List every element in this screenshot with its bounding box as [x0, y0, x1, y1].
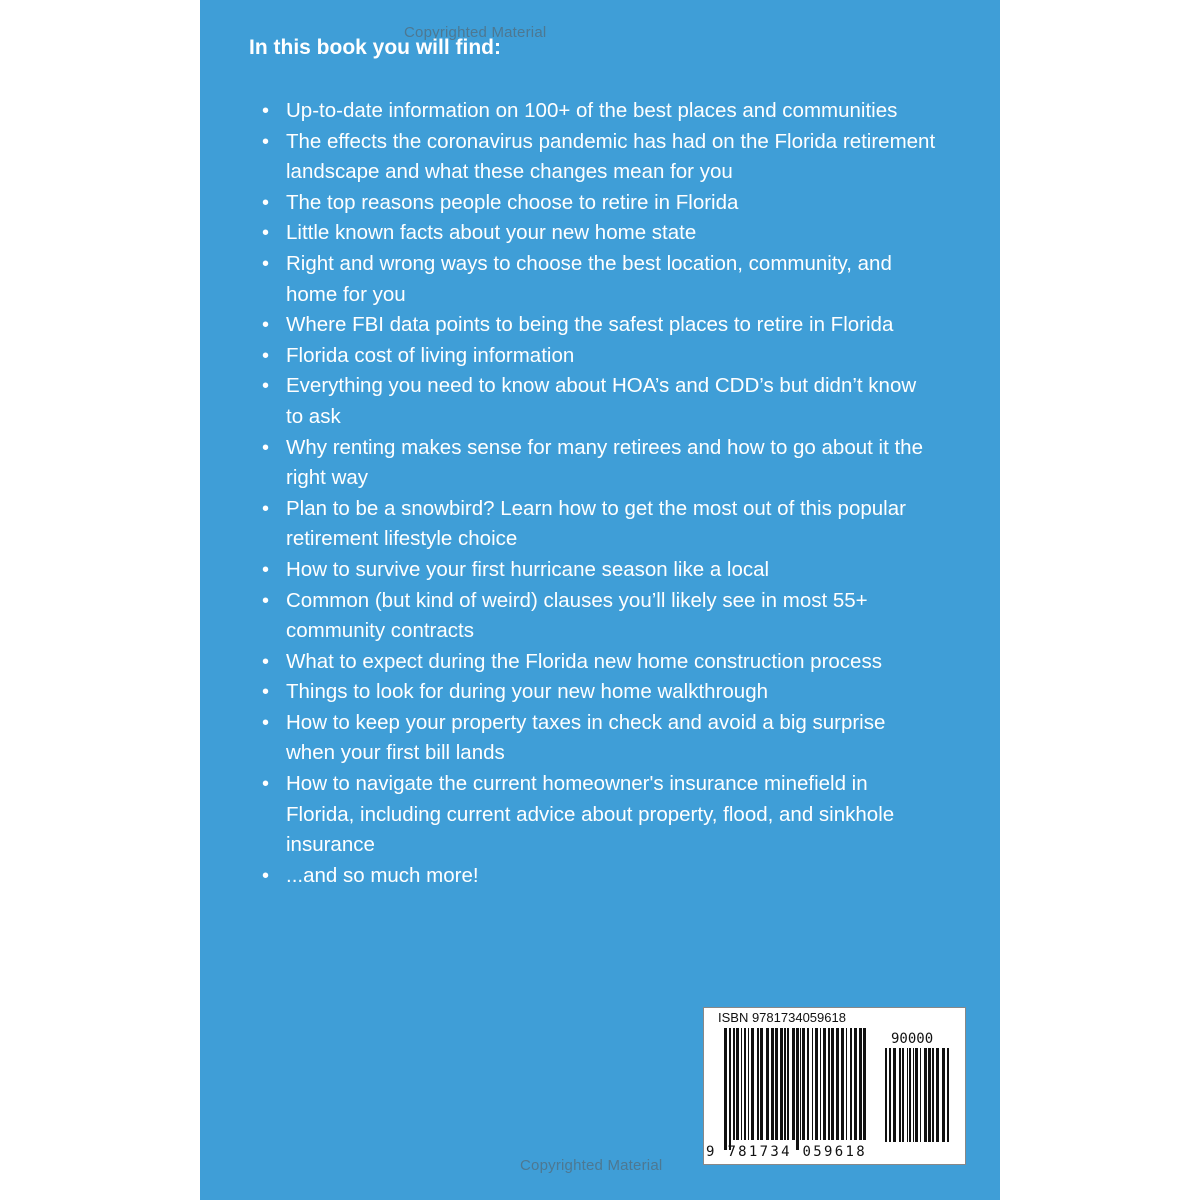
barcode-bar: [766, 1028, 769, 1140]
list-item: [262, 861, 936, 892]
watermark-bottom: Copyrighted Material: [520, 1157, 663, 1174]
bullet-icon: •: [262, 100, 270, 122]
barcode-bar: [800, 1028, 801, 1140]
bullet-icon: •: [262, 314, 270, 337]
watermark-top: Copyrighted Material: [404, 24, 547, 41]
list-item: [262, 188, 936, 219]
barcode-bar: [902, 1048, 904, 1142]
bullet-icon: •: [262, 497, 270, 520]
price-code: 90000: [891, 1031, 934, 1047]
barcode-bar: [812, 1028, 813, 1140]
barcode-bar: [823, 1028, 826, 1140]
feature-text: Everything you need to know about HOA’s and CDD’s but didn’t know to ask: [286, 374, 917, 428]
barcode-bar: [947, 1048, 949, 1142]
barcode-bar: [751, 1028, 754, 1140]
feature-text: The effects the coronavirus pandemic has had on the Florida retirement landscape and what these changes mean for you: [286, 129, 936, 184]
list-item: [262, 433, 936, 494]
bullet-icon: •: [262, 773, 270, 796]
barcode-bar: [724, 1028, 727, 1150]
barcode-bar: [909, 1048, 911, 1142]
feature-text: The top reasons people choose to retire in Florida: [286, 190, 739, 214]
bullet-icon: •: [262, 375, 270, 398]
barcode-bar: [850, 1028, 852, 1140]
bullet-icon: •: [262, 252, 270, 275]
list-item: [262, 249, 936, 310]
list-item: [262, 677, 936, 708]
bullet-icon: •: [262, 344, 270, 367]
feature-text: Why renting makes sense for many retirees and how to go about it the right way: [286, 435, 923, 490]
list-item: [262, 310, 936, 341]
list-item: [262, 218, 936, 249]
bullet-icon: •: [262, 191, 270, 214]
barcode-bar: [807, 1028, 809, 1140]
isbn-digits: 9 781734 059618: [706, 1144, 867, 1160]
barcode-bar: [815, 1028, 818, 1140]
barcode-bars: [724, 1028, 874, 1150]
list-item: [262, 555, 936, 586]
barcode-bar: [831, 1028, 834, 1140]
list-item: [262, 494, 936, 555]
bullet-icon: •: [262, 681, 270, 704]
feature-text: Where FBI data points to being the safest places to retire in Florida: [286, 313, 894, 337]
bullet-icon: •: [262, 130, 270, 153]
barcode-bar: [729, 1028, 731, 1150]
barcode-bar: [846, 1028, 847, 1140]
feature-text: Right and wrong ways to choose the best location, community, and home for you: [286, 251, 892, 306]
barcode-bar: [854, 1028, 857, 1140]
feature-text: Florida cost of living information: [286, 343, 575, 367]
barcode-bar: [775, 1028, 778, 1140]
barcode-bar: [796, 1028, 799, 1150]
list-item: [262, 96, 936, 127]
barcode-bar: [836, 1028, 839, 1140]
barcode-bar: [928, 1048, 931, 1142]
barcode-bar: [942, 1048, 945, 1142]
list-item: [262, 371, 936, 432]
feature-text: ...and so much more!: [286, 863, 479, 887]
barcode-bar: [787, 1028, 789, 1140]
bullet-icon: •: [262, 864, 270, 887]
barcode-bar: [932, 1048, 934, 1142]
feature-text: How to survive your first hurricane season like a local: [286, 557, 770, 581]
feature-text: How to keep your property taxes in check and avoid a big surprise when your first bill lands: [286, 710, 886, 765]
page-title: In this book you will find:: [249, 36, 501, 59]
barcode-bar: [820, 1028, 821, 1140]
addon-barcode-bars: [885, 1048, 951, 1152]
barcode-bar: [744, 1028, 746, 1140]
barcode-bar: [784, 1028, 786, 1140]
barcode-bar: [760, 1028, 763, 1140]
barcode-bar: [748, 1028, 749, 1140]
list-item: [262, 341, 936, 372]
bullet-icon: •: [262, 589, 270, 612]
barcode-bar: [780, 1028, 783, 1140]
bullet-icon: •: [262, 711, 270, 734]
barcode-bar: [841, 1028, 844, 1140]
feature-text: What to expect during the Florida new home construction process: [286, 649, 882, 673]
barcode-bar: [936, 1048, 939, 1142]
barcode-bar: [802, 1028, 805, 1140]
barcode-bar: [893, 1048, 896, 1142]
barcode-bar: [859, 1028, 862, 1140]
feature-text: Little known facts about your new home state: [286, 221, 697, 245]
feature-text: How to navigate the current homeowner's insurance minefield in Florida, including current advice about property, flood, and sinkhole insurance: [286, 772, 895, 857]
barcode-bar: [889, 1048, 891, 1142]
barcode-bar: [757, 1028, 759, 1140]
barcode-bar: [920, 1048, 921, 1142]
barcode-bar: [863, 1028, 866, 1140]
feature-list: [262, 96, 936, 891]
list-item: [262, 127, 936, 188]
barcode-bar: [771, 1028, 774, 1140]
bullet-icon: •: [262, 650, 270, 673]
feature-text: Common (but kind of weird) clauses you’ll likely see in most 55+ community contracts: [286, 588, 868, 643]
list-item: [262, 586, 936, 647]
bullet-icon: •: [262, 436, 270, 459]
barcode-bar: [899, 1048, 901, 1142]
barcode-bar: [907, 1048, 908, 1142]
feature-text: Plan to be a snowbird? Learn how to get the most out of this popular retirement lifestyle choice: [286, 496, 906, 551]
feature-text: Up-to-date information on 100+ of the best places and communities: [286, 99, 898, 122]
list-item: [262, 769, 936, 861]
bullet-icon: •: [262, 558, 270, 581]
barcode-bar: [924, 1048, 927, 1142]
barcode-bar: [913, 1048, 914, 1142]
barcode-bar: [733, 1028, 735, 1140]
barcode-bar: [828, 1028, 830, 1140]
isbn-label: ISBN 9781734059618: [718, 1010, 846, 1025]
isbn-barcode: [703, 1007, 966, 1165]
feature-text: Things to look for during your new home walkthrough: [286, 680, 769, 704]
list-item: [262, 647, 936, 678]
barcode-bar: [736, 1028, 739, 1140]
barcode-bar: [885, 1048, 887, 1142]
bullet-icon: •: [262, 222, 270, 245]
back-cover: [200, 0, 1000, 1200]
list-item: [262, 708, 936, 769]
barcode-bar: [792, 1028, 795, 1140]
barcode-bar: [915, 1048, 918, 1142]
barcode-bar: [741, 1028, 742, 1140]
